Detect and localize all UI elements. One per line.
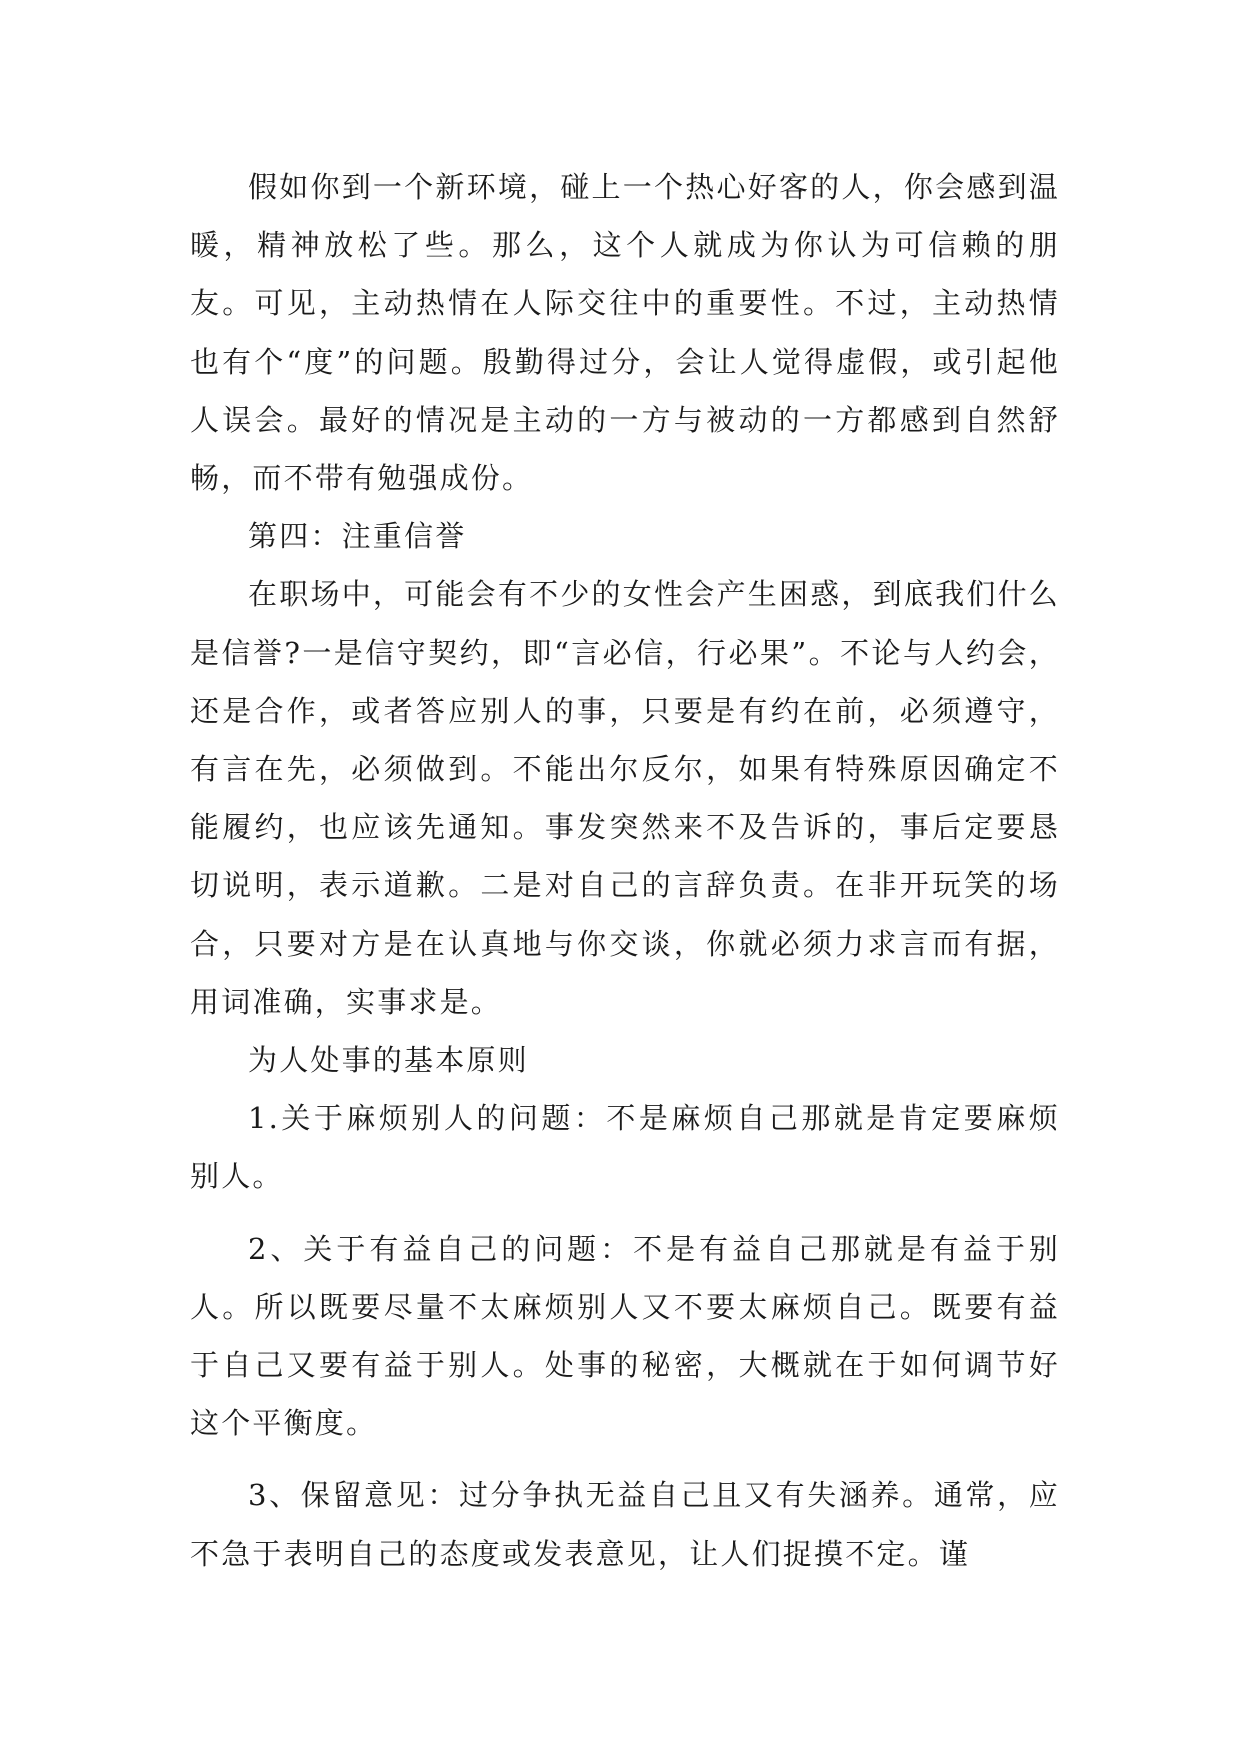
paragraph-warmth: 假如你到一个新环境，碰上一个热心好客的人，你会感到温暖，精神放松了些。那么，这个人就成为你认为可信赖的朋友。可见，主动热情在人际交往中的重要性。不过，主动热情也有个“度”的问题。殷勤得过分，会让人觉得虚假，或引起他人误会。最好的情况是主动的一方与被动的一方都感到自然舒畅，而不带有勉强成份。: [190, 170, 1060, 496]
paragraph-principle-3: 3、保留意见：过分争执无益自己且又有失涵养。通常，应不急于表明自己的态度或发表意见，让人们捉摸不定。谨: [190, 1478, 1060, 1571]
heading-credibility: 第四：注重信誉: [248, 519, 467, 554]
paragraph-credibility: 在职场中，可能会有不少的女性会产生困惑，到底我们什么是信誉?一是信守契约，即“言必信，行必果”。不论与人约会，还是合作，或者答应别人的事，只要是有约在前，必须遵守，有言在先，必须做到。不能出尔反尔，如果有特殊原因确定不能履约，也应该先通知。事发突然来不及告诉的，事后定要恳切说明，表示道歉。二是对自己的言辞负责。在非开玩笑的场合，只要对方是在认真地与你交谈，你就必须力求言而有据，用词准确，实事求是。: [190, 577, 1060, 1019]
paragraph-principle-1: 1.关于麻烦别人的问题：不是麻烦自己那就是肯定要麻烦别人。: [190, 1101, 1060, 1194]
paragraph-principle-2: 2、关于有益自己的问题：不是有益自己那就是有益于别人。所以既要尽量不太麻烦别人又不要太麻烦自己。既要有益于自己又要有益于别人。处事的秘密，大概就在于如何调节好这个平衡度。: [190, 1231, 1060, 1441]
heading-principles: 为人处事的基本原则: [248, 1043, 529, 1078]
document-page: [190, 158, 1060, 1583]
